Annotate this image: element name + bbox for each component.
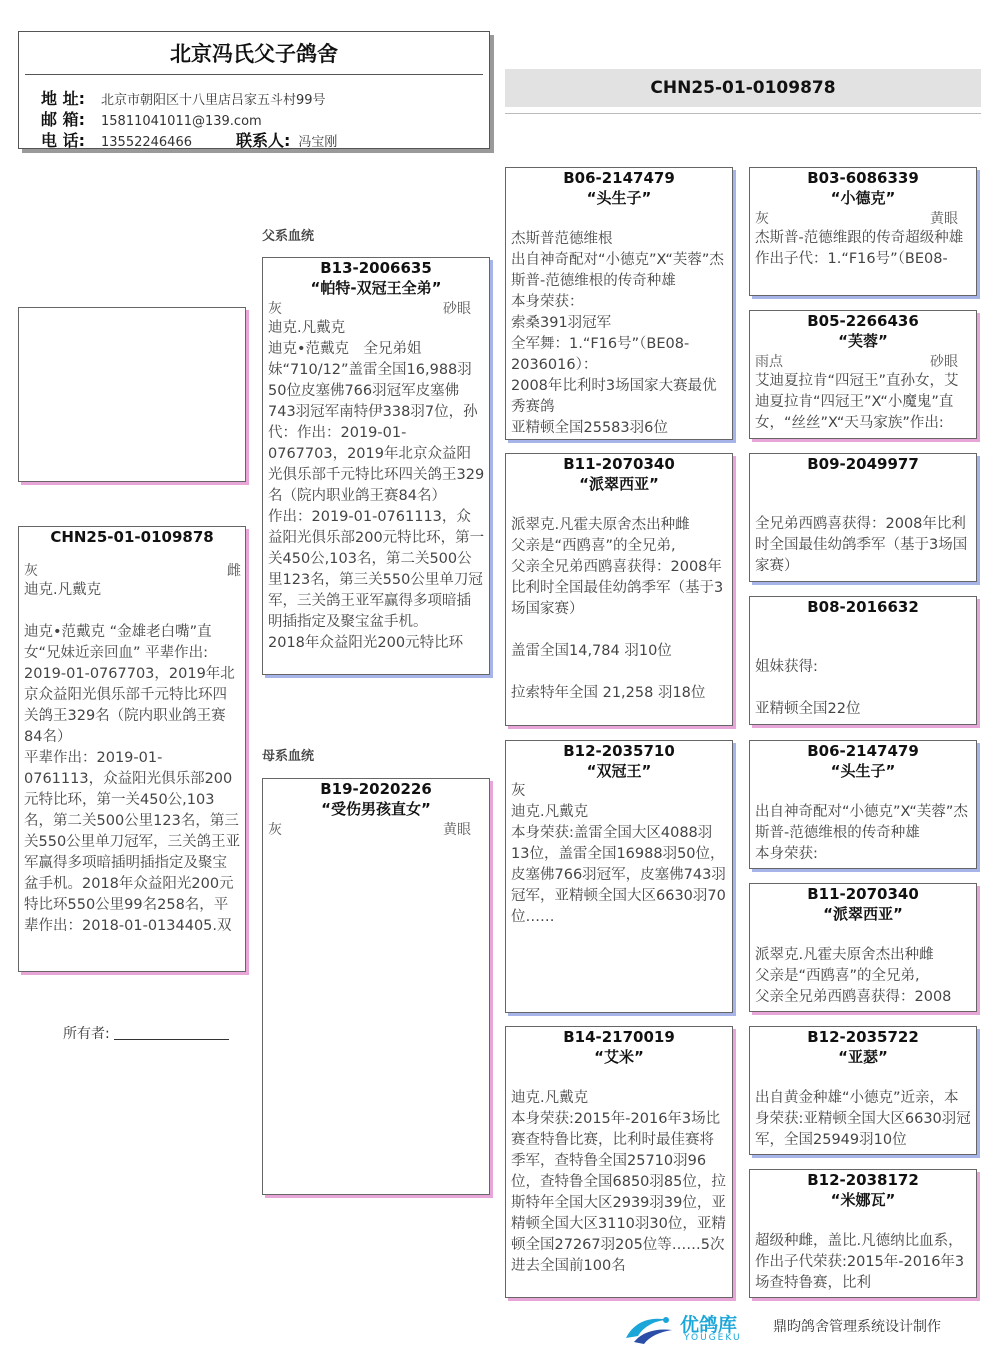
sire-sire-dam-card <box>749 310 977 439</box>
ring-number: B11-2070340 <box>807 885 919 903</box>
eye: 黄眼 <box>443 822 471 838</box>
pigeon-description: 派翠克.凡霍夫原舍杰出种雌 父亲是“西鸥喜”的全兄弟, 父亲全兄弟西鸥喜获得：2008年比利时全国最佳幼鸽季军（基于3场国家赛） 盖雷全国14,784 羽10位 拉索特年全国 21,258 羽18位 <box>511 517 724 701</box>
dam-sire-sire-card <box>749 740 977 869</box>
attr-row <box>263 298 489 318</box>
ring-number: B06-2147479 <box>807 742 919 760</box>
pigeon-name: “亚瑟” <box>838 1048 888 1066</box>
pigeon-description: 杰斯普-范德维跟的传奇超级种雄 作出子代：1.“F16号”（BE08- <box>755 230 964 267</box>
ring-number: B14-2170019 <box>563 1028 675 1046</box>
eye: 砂眼 <box>443 301 471 317</box>
ring-number: B03-6086339 <box>807 169 919 187</box>
address-row <box>41 86 326 109</box>
email-value: 15811041011@139.com <box>101 114 262 129</box>
attr-row <box>750 208 976 228</box>
address-label: 地 址: <box>41 89 85 108</box>
color: 灰 <box>268 822 282 838</box>
maker-credit: 鼎昀鸽舍管理系统设计制作 <box>773 1319 941 1335</box>
pigeon-name: “头生子” <box>830 762 896 780</box>
email-label: 邮 箱: <box>41 110 85 129</box>
dam-line-label: 母系血统 <box>262 749 315 764</box>
owner-signature-line <box>114 1039 229 1040</box>
ring-number: B09-2049977 <box>807 455 919 473</box>
brand-name-en: YOUGEKU <box>684 1333 742 1343</box>
pigeon-name: “双冠王” <box>586 762 652 780</box>
eye: 黄眼 <box>930 211 958 227</box>
ring-number: B12-2038172 <box>807 1171 919 1189</box>
owner-label: 所有者: <box>63 1026 110 1042</box>
main-ring-header: CHN25-01-0109878 <box>505 69 981 107</box>
pigeon-description: 迪克.凡戴克 迪克•范戴克 全兄弟姐妹“710/12”盖雷全国16,988羽50位皮塞佛766羽冠军皮塞佛743羽冠军南特伊338羽7位，孙代：作出：2019-01-0767703，2019年北京众益阳光俱乐部千元特比环四关鸽王329名（院内职业鸽王赛84名） 作出：2019-01-0761113，众益阳光俱乐部200元特比环，第一关450公,103名，第二关500公里123名，第三关550公里单刀冠军，三关鸽王亚军赢得多项暗插明插指定及聚宝盆手机。 2018年众益阳光200元特比环 <box>268 320 485 651</box>
pigeon-description: 杰斯普范德维根 出自神奇配对“小德克”X“芙蓉”杰斯普-范德维根的传奇种雄 本身荣获： 索桑391羽冠军 全军舞：1.“F16号”（BE08-2036016）： 2008年比利时3场国家大赛最优秀赛鸽 亚精顿全国25583羽6位 <box>511 231 724 436</box>
pigeon-description: 迪克.凡戴克 本身荣获:2015年-2016年3场比赛查特鲁比赛，比利时最佳赛将季军，查特鲁全国25710羽96位，查特鲁全国6850羽85位，拉斯特年全国大区2939羽39位，亚精顿全国大区3110羽30位，亚精顿全国27267羽205位等……5次进去全国前100名 <box>511 1090 726 1274</box>
ring-number: B05-2266436 <box>807 312 919 330</box>
sire-dam-dam-card <box>749 596 977 725</box>
eye: 砂眼 <box>930 354 958 370</box>
contact-value: 冯宝刚 <box>298 135 338 150</box>
dam-dam-dam-card <box>749 1169 977 1298</box>
sire-card <box>262 257 490 675</box>
subject-pigeon-card <box>18 526 246 972</box>
pigeon-name: “米娜瓦” <box>830 1191 896 1209</box>
sire-dam-card <box>505 453 733 726</box>
pigeon-description: 姐妹获得: 亚精顿全国22位 <box>755 659 861 717</box>
sire-line-label: 父系血统 <box>262 229 315 244</box>
color: 雨点 <box>755 354 783 370</box>
pigeon-name <box>750 473 976 493</box>
color: 灰 <box>24 563 38 579</box>
brand-logo-icon <box>620 1308 678 1348</box>
divider <box>505 113 981 114</box>
address-value: 北京市朝阳区十八里店吕家五斗村99号 <box>101 93 326 108</box>
phone-label: 电 话: <box>41 131 85 150</box>
pigeon-description: 出自神奇配对“小德克”X“芙蓉”杰斯普-范德维根的传奇种雄 本身荣获: <box>755 804 968 862</box>
pigeon-name: “派翠西亚” <box>579 475 659 493</box>
brand-name: 优鸽库 <box>680 1314 738 1336</box>
pigeon-description: 艾迪夏拉肯“四冠王”直孙女，艾迪夏拉肯“四冠王”X“小魔鬼”直女，“丝丝”X“天马家族”作出: <box>755 373 959 431</box>
sire-sire-sire-card <box>749 167 977 296</box>
ring-number: B19-2020226 <box>320 780 432 798</box>
pigeon-name: “小德克” <box>830 189 896 207</box>
dam-dam-sire-card <box>749 1026 977 1155</box>
ring-number: B12-2035722 <box>807 1028 919 1046</box>
phone-row <box>41 128 337 151</box>
owner-field <box>63 1023 229 1043</box>
sire-sire-card <box>505 167 733 440</box>
ring-number: B11-2070340 <box>563 455 675 473</box>
contact-label: 联系人: <box>235 131 291 150</box>
pigeon-description: 灰 迪克.凡戴克 本身荣获:盖雷全国大区4088羽13位，盖雷全国16988羽50位，皮塞佛766羽冠军，皮塞佛743羽冠军，亚精顿全国大区6630羽70位…… <box>511 783 726 925</box>
pigeon-photo <box>18 307 246 482</box>
ring-number: CHN25-01-0109878 <box>50 528 214 546</box>
ring-number: B06-2147479 <box>563 169 675 187</box>
pigeon-description: 超级种雌，盖比.凡德纳比血系，作出子代荣获:2015年-2016年3场查特鲁赛，比利 <box>755 1233 965 1291</box>
pigeon-description: 迪克.凡戴克 迪克•范戴克 “金雄老白嘴”直女“兄妹近亲回血” 平辈作出: 2019-01-0767703，2019年北京众益阳光俱乐部千元特比环四关鸽王329名（院内职业鸽王赛84名） 平辈作出：2019-01-0761113，众益阳光俱乐部200元特比环，第一关450公,103名，第二关500公里123名，第三关550公里单刀冠军，三关鸽王亚军赢得多项暗插明插指定及聚宝盆手机。2018年众益阳光200元特比环550公里99名258名，平辈作出：2018-01-0134405.双 <box>24 582 241 934</box>
loft-info-card <box>18 31 490 149</box>
pigeon-name: “艾米” <box>594 1048 644 1066</box>
phone-value: 13552246466 <box>101 135 192 150</box>
attr-row <box>19 560 245 580</box>
pigeon-description: 全兄弟西鸥喜获得：2008年比利时全国最佳幼鸽季军（基于3场国家赛） <box>755 516 968 574</box>
attr-row <box>263 819 489 839</box>
pigeon-name: “芙蓉” <box>838 332 888 350</box>
color: 灰 <box>755 211 769 227</box>
sex: 雌 <box>227 563 241 579</box>
email-row <box>41 107 262 130</box>
ring-number: B12-2035710 <box>563 742 675 760</box>
dam-sire-dam-card <box>749 883 977 1012</box>
sire-dam-sire-card <box>749 453 977 582</box>
pigeon-name: “帕特-双冠王全弟” <box>310 279 442 297</box>
pigeon-name <box>750 616 976 636</box>
color: 灰 <box>268 301 282 317</box>
pigeon-name: “受伤男孩直女” <box>321 800 431 818</box>
ring-number: B13-2006635 <box>320 259 432 277</box>
dam-dam-card <box>505 1026 733 1298</box>
ring-number: B08-2016632 <box>807 598 919 616</box>
pigeon-description: 派翠克.凡霍夫原舍杰出种雌 父亲是“西鸥喜”的全兄弟, 父亲全兄弟西鸥喜获得：2008 <box>755 947 952 1005</box>
dam-sire-card <box>505 740 733 1013</box>
divider <box>25 74 483 75</box>
attr-row <box>750 351 976 371</box>
pigeon-description: 出自黄金种雄“小德克”近亲，本身荣获:亚精顿全国大区6630羽冠军，全国25949羽10位 <box>755 1090 971 1148</box>
loft-name: 北京冯氏父子鸽舍 <box>170 42 338 66</box>
pigeon-name: “派翠西亚” <box>823 905 903 923</box>
dam-card <box>262 778 490 1195</box>
pigeon-name: “头生子” <box>586 189 652 207</box>
